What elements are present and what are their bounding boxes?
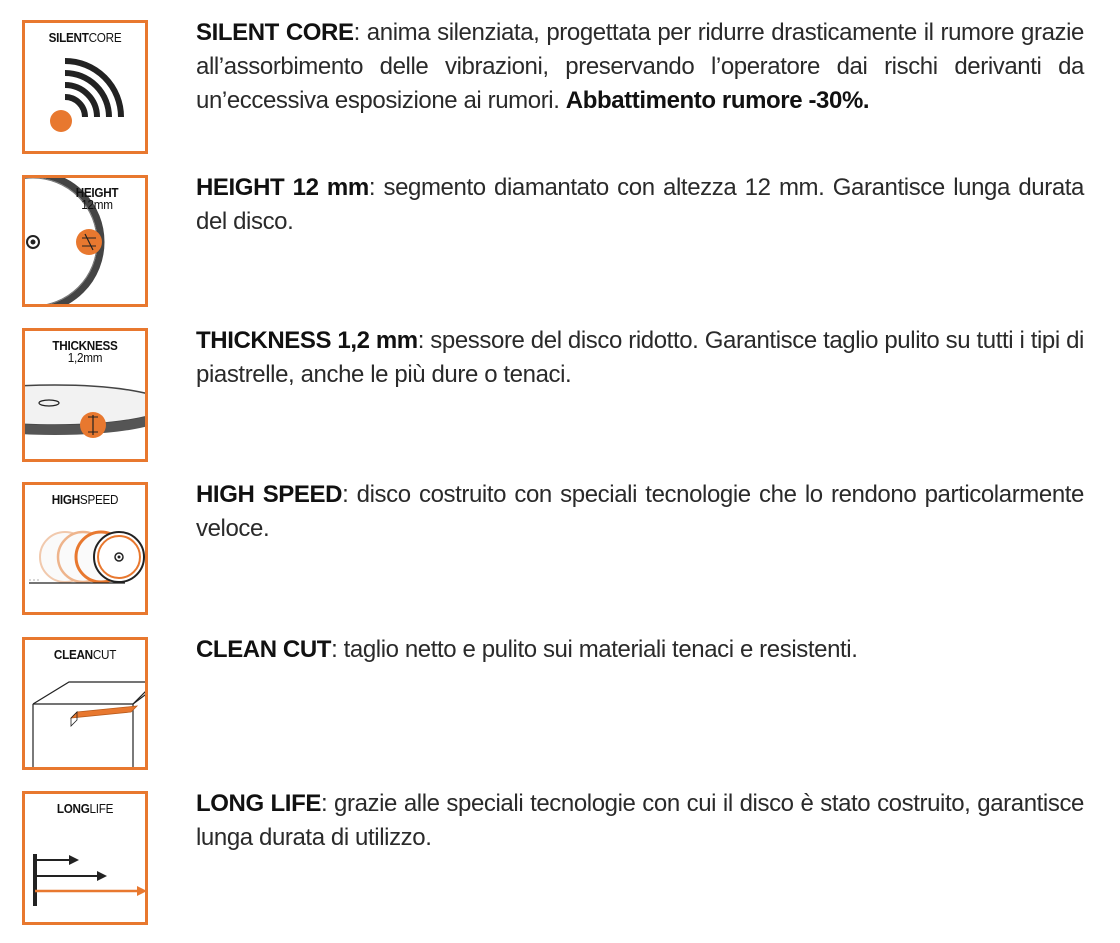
feature-body: : spessore del disco ridotto. Garantisce taglio pulito su tutti i tipi di piastrelle, anche le più dure o tenaci.	[196, 327, 1084, 388]
icon-title-regular: CUT	[92, 647, 117, 662]
feature-description	[196, 478, 1084, 546]
feature-emphasis: Abbattimento rumore -30%.	[565, 87, 870, 114]
spinning-discs-icon	[25, 485, 148, 615]
icon-subtitle: 12mm	[81, 197, 113, 212]
icon-title-bold: CLEAN	[53, 647, 93, 662]
high-speed-icon	[22, 482, 148, 615]
feature-description	[196, 324, 1084, 392]
feature-body: : segmento diamantato con altezza 12 mm. Garantisce lunga durata del disco.	[196, 174, 1084, 235]
feature-heading: LONG LIFE	[196, 790, 321, 817]
icon-title-bold: HIGH	[51, 492, 80, 507]
icon-title-regular: LIFE	[89, 801, 114, 816]
cut-block-icon	[25, 640, 148, 770]
feature-body: : grazie alle speciali tecnologie con cui il disco è stato costruito, garantisce lunga durata di utilizzo.	[196, 790, 1084, 851]
icon-title-bold: HEIGHT	[75, 185, 119, 200]
feature-description	[196, 16, 1084, 118]
height-icon	[22, 175, 148, 307]
feature-body: : anima silenziata, progettata per ridurre drasticamente il rumore grazie all’assorbimento delle vibrazioni, preservando l’operatore dai rischi derivanti da un’eccessiva esposizione ai rumori.	[196, 19, 1084, 114]
feature-description	[196, 787, 1084, 855]
icon-subtitle: 1,2mm	[67, 350, 103, 365]
icon-title-regular: SPEED	[79, 492, 119, 507]
feature-body: : taglio netto e pulito sui materiali tenaci e resistenti.	[331, 636, 858, 663]
thin-disc-icon	[25, 331, 148, 462]
silent-core-icon	[22, 20, 148, 154]
feature-heading: THICKNESS 1,2 mm	[196, 327, 418, 354]
feature-heading: SILENT CORE	[196, 19, 354, 46]
clean-cut-icon	[22, 637, 148, 770]
sound-waves-icon	[25, 23, 148, 154]
icon-title-regular: CORE	[88, 30, 122, 45]
icon-title-bold: THICKNESS	[52, 338, 118, 353]
icon-title-bold: SILENT	[48, 30, 89, 45]
feature-heading: CLEAN CUT	[196, 636, 332, 663]
icon-title-bold: LONG	[56, 801, 90, 816]
feature-heading: HEIGHT 12 mm	[196, 174, 369, 201]
feature-heading: HIGH SPEED	[196, 481, 343, 508]
long-life-icon	[22, 791, 148, 925]
feature-description	[196, 633, 1084, 667]
feature-description	[196, 171, 1084, 239]
feature-body: : disco costruito con speciali tecnologie che lo rendono particolarmente veloce.	[196, 481, 1084, 542]
arrows-icon	[25, 794, 148, 925]
thickness-icon	[22, 328, 148, 462]
